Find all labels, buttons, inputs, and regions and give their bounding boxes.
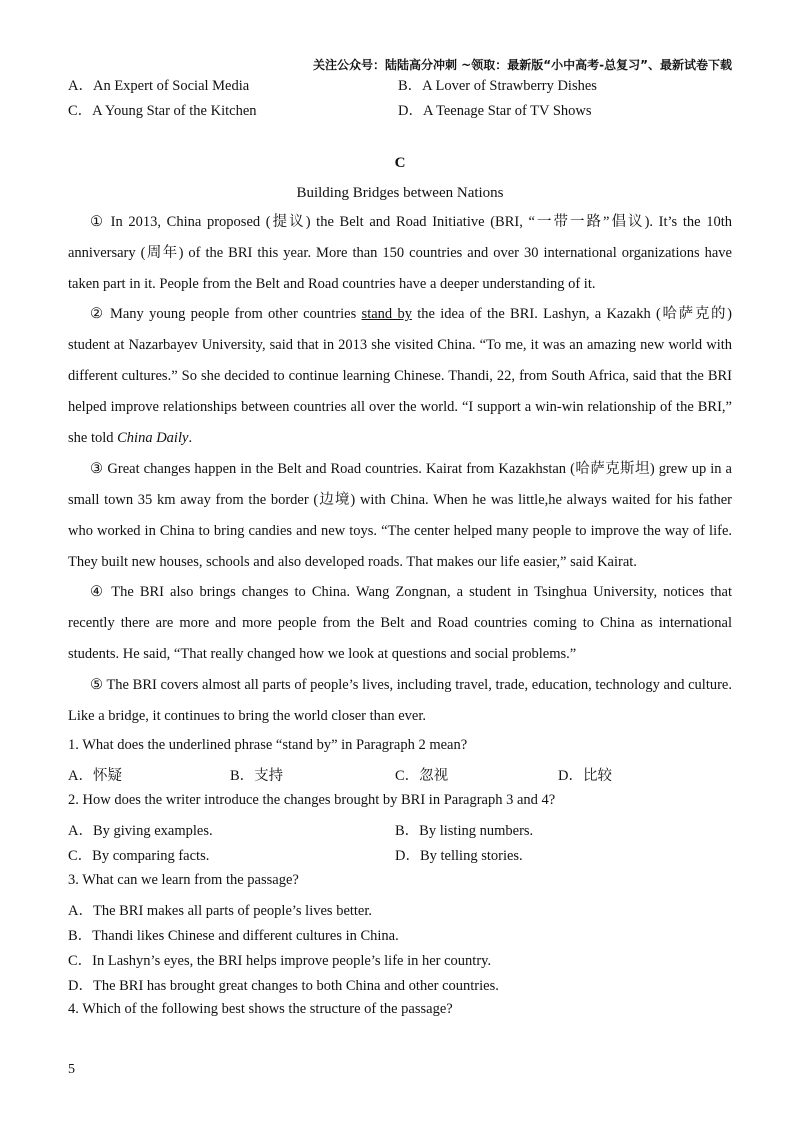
paragraph-2-start: ② Many young people from other countries: [90, 306, 362, 322]
prev-option-b: B．A Lover of Strawberry Dishes: [398, 78, 597, 94]
header-note: 关注公众号：陆陆高分冲刺 ~领取：最新版“小中高考-总复习”、最新试卷下载: [313, 58, 732, 72]
paragraph-2-body: the idea of the BRI. Lashyn, a Kazakh (哈萨克的) student at Nazarbayev University, said that in 2013 she visited China. “To me, it was an amazing new world with different cultures.” So she decided to continue learning Chinese. Thandi, 22, from South Africa, said that the BRI helped improve relationships between countries all over the world. “I support a win-win relationship of the BRI,” she told: [68, 306, 733, 446]
prev-option-c: C．A Young Star of the Kitchen: [68, 103, 257, 119]
question-3-option-a: A．The BRI makes all parts of people’s lives better.: [68, 903, 373, 919]
question-3-option-d: D．The BRI has brought great changes to both China and other countries.: [68, 978, 499, 994]
question-3-option-c: C．In Lashyn’s eyes, the BRI helps improve people’s life in her country.: [68, 953, 492, 969]
paragraph-5: ⑤ The BRI covers almost all parts of people’s lives, including travel, trade, education, technology and culture. Like a bridge, it continues to bring the world closer than ever.: [68, 677, 732, 724]
question-2-option-a: A．By giving examples.: [68, 823, 213, 839]
question-2-option-c: C．By comparing facts.: [68, 848, 210, 864]
paragraph-1: ① In 2013, China proposed (提议) the Belt and Road Initiative (BRI, “一带一路”倡议). It’s the 10th anniversary (周年) of the BRI this year. More than 150 countries and over 30 international organizations have taken part in it. People from the Belt and Road countries have a deeper understanding of it.: [68, 214, 732, 292]
question-4-stem: 4. Which of the following best shows the structure of the passage?: [68, 1001, 453, 1017]
newspaper-name: China Daily: [117, 430, 189, 446]
question-1-option-c: C．忽视: [395, 768, 449, 784]
question-1-option-b: B．支持: [230, 768, 284, 784]
section-letter: C: [394, 155, 406, 171]
paragraph-2-end: .: [188, 430, 193, 446]
question-2-stem: 2. How does the writer introduce the changes brought by BRI in Paragraph 3 and 4?: [68, 792, 556, 808]
question-2-option-d: D．By telling stories.: [395, 848, 523, 864]
paragraph-2: [68, 299, 732, 454]
question-1-option-a: A．怀疑: [68, 768, 122, 784]
paragraph-3: ③ Great changes happen in the Belt and Road countries. Kairat from Kazakhstan (哈萨克斯坦) grew up in a small town 35 km away from the border (边境) with China. When he was little,he always waited for his father who worked in China to bring candies and new toys. “The center helped many people to improve the way of life. They built new houses, schools and also developed roads. That makes our life easier,” said Kairat.: [68, 461, 732, 570]
underlined-phrase: stand by: [361, 306, 412, 322]
prev-option-a: A．An Expert of Social Media: [68, 78, 250, 94]
question-1-stem: 1. What does the underlined phrase “stand by” in Paragraph 2 mean?: [68, 737, 468, 753]
question-2-option-b: B．By listing numbers.: [395, 823, 534, 839]
question-3-stem: 3. What can we learn from the passage?: [68, 872, 299, 888]
page-number: 5: [68, 1062, 75, 1077]
question-3-option-b: B．Thandi likes Chinese and different cultures in China.: [68, 928, 399, 944]
passage-title: Building Bridges between Nations: [296, 185, 504, 201]
question-1-option-d: D．比较: [558, 768, 612, 784]
paragraph-4: ④ The BRI also brings changes to China. Wang Zongnan, a student in Tsinghua University, notices that recently there are more and more people from the Belt and Road countries coming to China as international students. He said, “That really changed how we look at questions and social problems.”: [68, 584, 732, 662]
prev-option-d: D．A Teenage Star of TV Shows: [398, 103, 592, 119]
